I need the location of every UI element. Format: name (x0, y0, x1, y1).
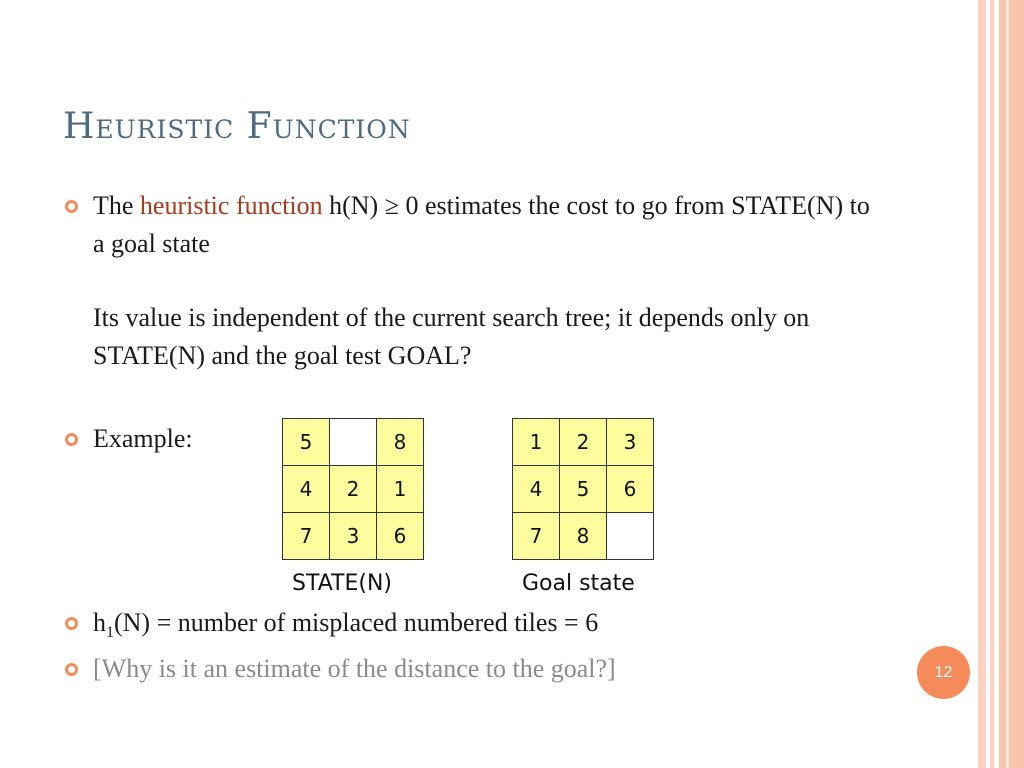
puzzle-tile: 8 (377, 419, 424, 466)
puzzle-blank-cell (330, 419, 377, 466)
bullet-text-post: h(N) ≥ 0 estimates the cost to go from STATE(N) to a goal state (93, 191, 870, 258)
decor-stripe-1 (978, 0, 986, 768)
puzzle-tile: 6 (607, 466, 654, 513)
puzzle-tile: 3 (607, 419, 654, 466)
puzzle-tile: 1 (377, 466, 424, 513)
bullet-heuristic-independence: Its value is independent of the current search tree; it depends only on STATE(N) and the goal test GOAL? (93, 303, 810, 370)
puzzle-tile: 4 (513, 466, 560, 513)
bullet-h1-definition (93, 604, 873, 652)
puzzle-tile: 1 (513, 419, 560, 466)
bullet-icon (65, 200, 78, 213)
puzzle-row (513, 466, 654, 513)
puzzle-tile: 2 (330, 466, 377, 513)
bullet-text-pre: The (93, 191, 140, 220)
bullet-icon (65, 663, 78, 676)
goal-caption: Goal state (522, 571, 635, 596)
bullet-example: Example: (93, 424, 193, 453)
puzzle-row (283, 513, 424, 560)
puzzle-tile: 6 (377, 513, 424, 560)
page-number-badge: 12 (917, 646, 970, 699)
decor-stripe-2 (990, 0, 994, 768)
puzzle-row (513, 419, 654, 466)
h-subscript: 1 (106, 624, 114, 642)
bullet-icon (65, 433, 78, 446)
state-puzzle-grid (282, 418, 424, 560)
h1-rest: (N) = number of misplaced numbered tiles = 6 (114, 608, 599, 637)
puzzle-tile: 5 (560, 466, 607, 513)
slide-title: Heuristic Function (63, 106, 411, 147)
puzzle-tile: 7 (513, 513, 560, 560)
goal-puzzle-grid (512, 418, 654, 560)
bullet-heuristic-definition (93, 187, 873, 263)
decor-stripe-3 (999, 0, 1024, 768)
puzzle-tile: 3 (330, 513, 377, 560)
puzzle-tile: 2 (560, 419, 607, 466)
puzzle-row (513, 513, 654, 560)
puzzle-row (283, 466, 424, 513)
bullet-icon (65, 617, 78, 630)
state-caption: STATE(N) (292, 571, 392, 596)
puzzle-tile: 8 (560, 513, 607, 560)
puzzle-tile: 5 (283, 419, 330, 466)
puzzle-blank-cell (607, 513, 654, 560)
bullet-question: [Why is it an estimate of the distance to the goal?] (93, 654, 616, 683)
puzzle-tile: 4 (283, 466, 330, 513)
highlight-term: heuristic function (139, 191, 323, 220)
puzzle-tile: 7 (283, 513, 330, 560)
puzzle-row (283, 419, 424, 466)
h-symbol: h (93, 608, 106, 637)
